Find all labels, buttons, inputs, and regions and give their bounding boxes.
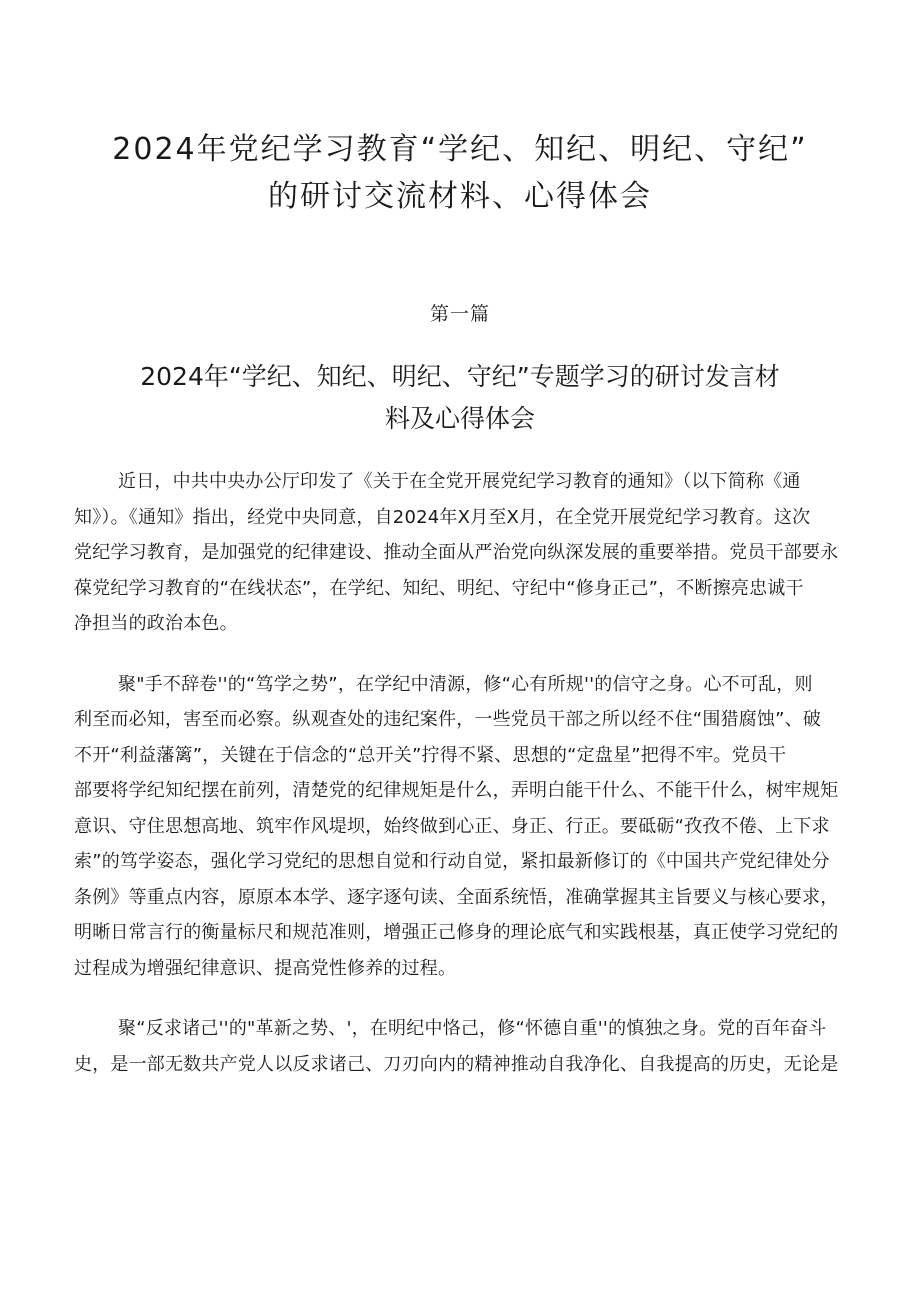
paragraph-line: 葆党纪学习教育的“在线状态”，在学纪、知纪、明纪、守纪中“修身正己”，不断擦亮忠诚干 xyxy=(74,577,804,599)
paragraph-line: 不开“利益藩篱”，关键在于信念的“总开关”拧得不紧、思想的“定盘星”把得不牢。党员干 xyxy=(74,744,787,766)
paragraph-line: 党纪学习教育，是加强党的纪律建设、推动全面从严治党向纵深发展的重要举措。党员干部要永 xyxy=(74,542,839,563)
paragraph-line: 史，是一部无数共产党人以反求诸己、刀刃向内的精神推动自我净化、自我提高的历史，无论是 xyxy=(74,1053,839,1075)
paragraph-3 xyxy=(74,1011,854,1082)
paragraph-2 xyxy=(74,667,854,987)
paragraph-line: 索”的笃学姿态，强化学习党纪的思想自觉和行动自觉，紧扣最新修订的《中国共产党纪律处分 xyxy=(74,851,830,872)
document-title xyxy=(60,126,860,220)
document-title-line-2: 的研讨交流材料、心得体会 xyxy=(268,179,652,214)
paragraph-line: 净担当的政治本色。 xyxy=(74,613,238,634)
document-title-line-1: 2024年党纪学习教育“学纪、知纪、明纪、守纪” xyxy=(112,132,808,167)
section-title-line-1: 2024年“学纪、知纪、明纪、守纪”专题学习的研讨发言材 xyxy=(140,362,780,391)
paragraph-line: 意识、守住思想高地、筑牢作风堤坝，始终做到心正、身正、行正。要砥砺“孜孜不倦、上下求 xyxy=(74,815,830,837)
paragraph-line: 过程成为增强纪律意识、提高党性修养的过程。 xyxy=(74,957,457,979)
section-title xyxy=(80,356,840,440)
section-label: 第一篇 xyxy=(429,303,490,325)
paragraph-line: 聚“反求诸己''的"革新之势、'，在明纪中恪己，修“怀德自重''的慎独之身。党的百年奋斗 xyxy=(118,1018,827,1039)
paragraph-line: 近日，中共中央办公厅印发了《关于在全党开展党纪学习教育的通知》（以下简称《通 xyxy=(118,471,801,492)
paragraph-line: 知》）。《通知》指出，经党中央同意，自2024年X月至X月，在全党开展党纪学习教育。这次 xyxy=(74,506,811,528)
paragraph-line: 聚"手不辞卷''的“笃学之势”，在学纪中清源，修“心有所规''的信守之身。心不可乱，则 xyxy=(118,673,813,695)
section-title-line-2: 料及心得体会 xyxy=(384,404,535,433)
body-text xyxy=(74,464,854,1107)
paragraph-1 xyxy=(74,464,854,642)
paragraph-line: 条例》等重点内容，原原本本学、逐字逐句读、全面系统悟，准确掌握其主旨要义与核心要求， xyxy=(74,886,839,908)
paragraph-line: 明晰日常言行的衡量标尺和规范准则，增强正己修身的理论底气和实践根基，真正使学习党纪的 xyxy=(74,922,839,943)
paragraph-line: 部要将学纪知纪摆在前列，清楚党的纪律规矩是什么，弄明白能干什么、不能干什么，树牢规矩 xyxy=(74,780,839,801)
paragraph-line: 利至而必知，害至而必察。纵观查处的违纪案件，一些党员干部之所以经不住“围猎腐蚀”、破 xyxy=(74,709,822,730)
